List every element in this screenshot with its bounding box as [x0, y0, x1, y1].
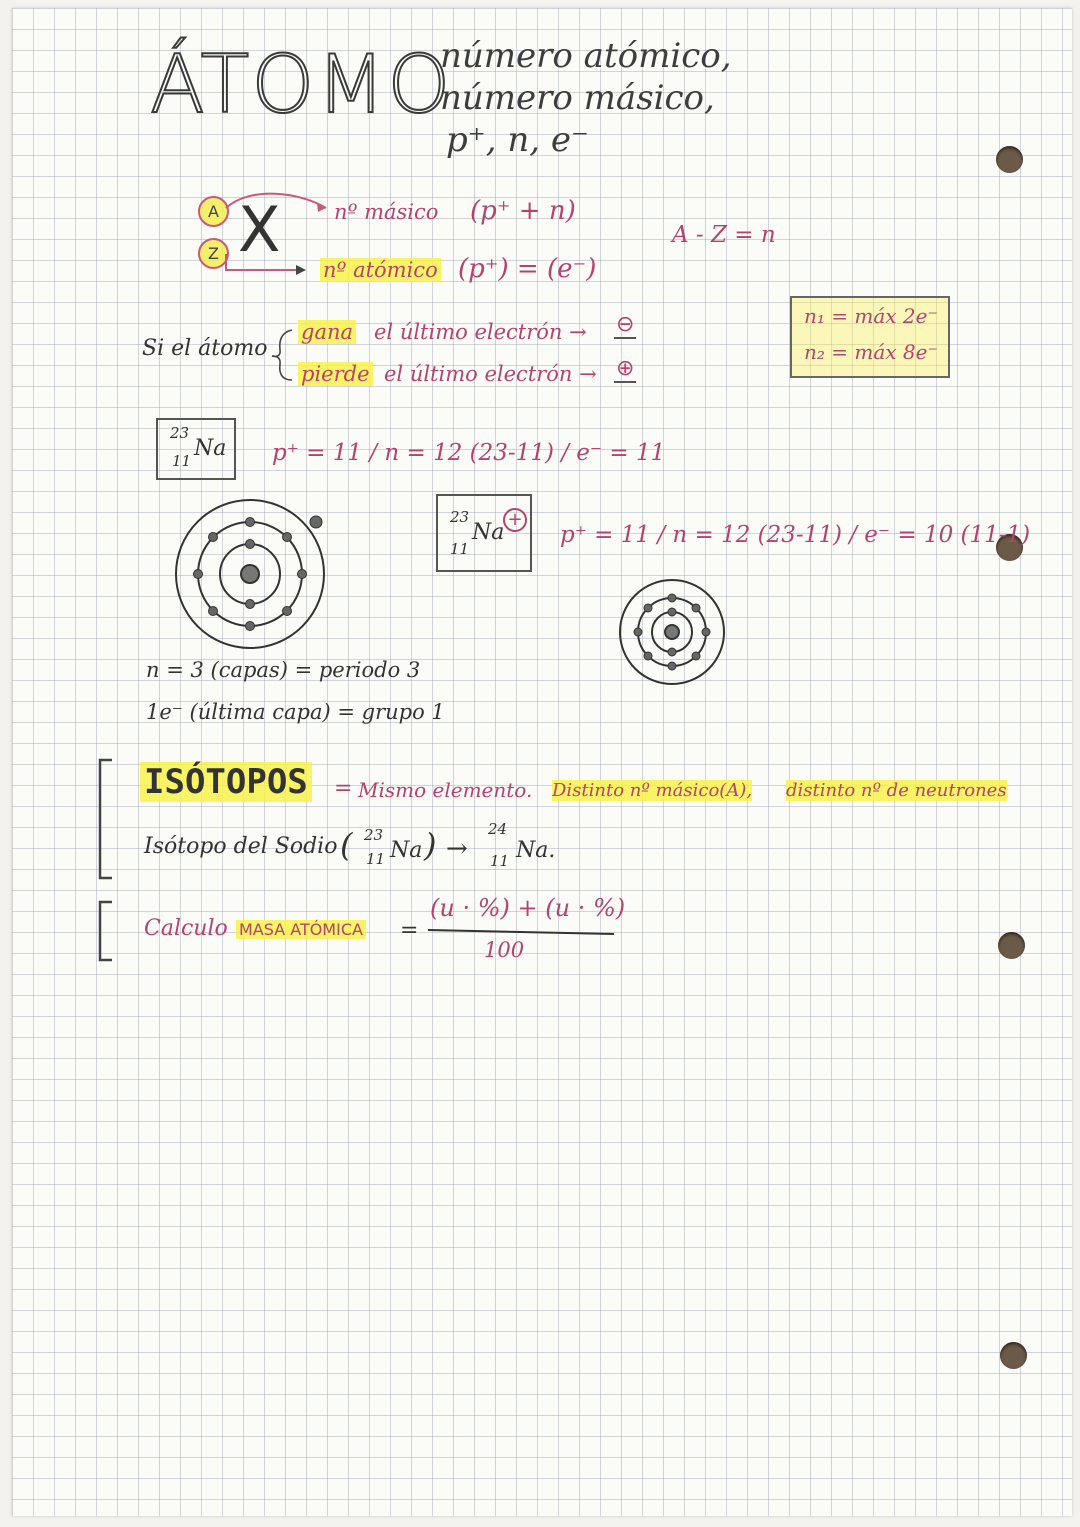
title-subline-mass-number: número másico,: [440, 78, 715, 118]
element-symbol: X: [238, 193, 281, 266]
gain-rest: el último electrón →: [374, 320, 587, 344]
isotope-example-close-paren: ): [424, 826, 437, 864]
title-subline-atomic-number: número atómico,: [440, 36, 732, 76]
isotope-1-symbol: Na: [390, 838, 423, 863]
shell-2-capacity: n₂ = máx 8e⁻: [804, 340, 939, 364]
ion-rule-intro: Si el átomo: [142, 336, 268, 361]
positive-charge-icon: ⊕: [616, 356, 635, 381]
isotope-example-open-paren: (: [340, 826, 353, 864]
mass-number-label: nº másico: [334, 200, 439, 224]
atomic-number-label: nº atómico: [320, 258, 441, 282]
isotope-example-label: Isótopo del Sodio: [144, 834, 338, 859]
sodium-symbol: Na: [194, 436, 227, 461]
isotopes-heading: ISÓTOPOS: [140, 762, 312, 802]
sodium-atomic-number: 11: [172, 452, 192, 470]
isotope-1-number: 11: [366, 850, 386, 868]
sodium-ion-formula: p⁺ = 11 / n = 12 (23-11) / e⁻ = 10 (11-1): [560, 522, 1031, 548]
isotope-1-mass: 23: [364, 826, 384, 844]
atomic-number-circle: Z: [198, 238, 229, 269]
isotope-2-mass: 24: [488, 820, 508, 838]
isotope-arrow-icon: →: [446, 834, 468, 864]
neutron-equation: A - Z = n: [672, 222, 776, 248]
gain-word: gana: [298, 320, 356, 344]
lose-word: pierde: [298, 362, 373, 386]
atomic-mass-label: Calculo: [144, 916, 228, 941]
sodium-ion-atomic-number: 11: [450, 540, 470, 558]
group-note: 1e⁻ (última capa) = grupo 1: [146, 700, 445, 724]
atomic-mass-denominator: 100: [484, 938, 525, 962]
negative-charge-icon: ⊖: [616, 312, 635, 337]
atomic-mass-equals: =: [400, 918, 419, 943]
isotope-2-number: 11: [490, 852, 510, 870]
ion-charge-badge: +: [503, 508, 527, 532]
isotopes-same-element: Mismo elemento.: [358, 778, 533, 802]
title-subline-particles: p⁺, n, e⁻: [446, 120, 589, 160]
sodium-ion-symbol: Na: [472, 520, 505, 545]
isotopes-equals: =: [334, 776, 353, 801]
sodium-formula: p⁺ = 11 / n = 12 (23-11) / e⁻ = 11: [272, 440, 666, 466]
atomic-number-formula: (p⁺) = (e⁻): [458, 254, 597, 284]
atomic-mass-numerator: (u · %) + (u · %): [430, 894, 626, 922]
shell-1-capacity: n₁ = máx 2e⁻: [804, 304, 939, 328]
page-title: ÁTOMO: [150, 38, 453, 131]
atomic-mass-highlight: MASA ATÓMICA: [236, 920, 366, 939]
mass-number-circle: A: [198, 196, 229, 227]
period-note: n = 3 (capas) = periodo 3: [146, 658, 421, 682]
sodium-ion-mass-number: 23: [450, 508, 470, 526]
isotopes-different-mass: Distinto nº másico(A),: [552, 780, 753, 801]
mass-number-formula: (p⁺ + n): [470, 196, 576, 226]
isotope-2-symbol: Na.: [516, 838, 556, 863]
lose-rest: el último electrón →: [384, 362, 597, 386]
isotopes-different-neutrons: distinto nº de neutrones: [786, 780, 1007, 801]
sodium-mass-number: 23: [170, 424, 190, 442]
